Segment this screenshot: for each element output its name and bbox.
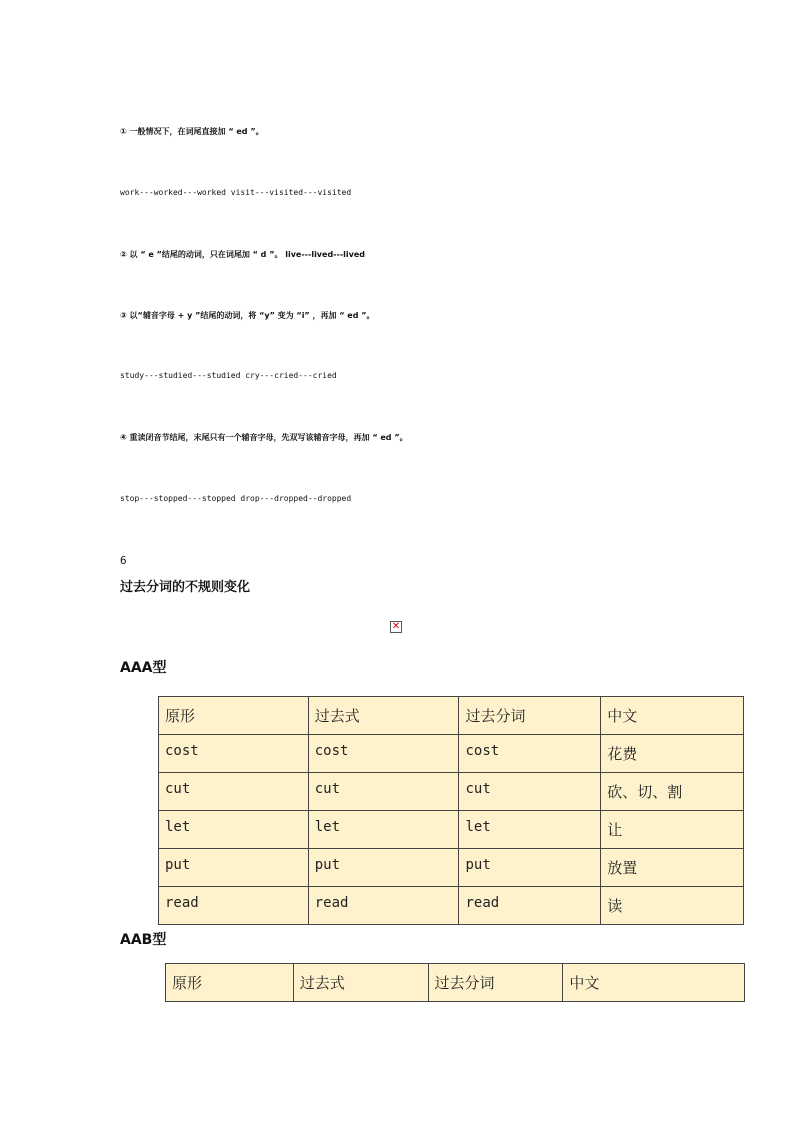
- header-past-tense: 过去式: [308, 697, 459, 735]
- aaa-label: AAA型: [120, 660, 167, 676]
- table-header-row: [166, 964, 745, 1002]
- table-row: [159, 773, 744, 811]
- section-number: 6: [120, 554, 127, 567]
- cell-past: cost: [308, 735, 459, 773]
- cell-base: cut: [159, 773, 309, 811]
- section-title: 过去分词的不规则变化: [120, 580, 251, 595]
- header-past-tense: 过去式: [293, 964, 428, 1002]
- cell-past: put: [308, 849, 459, 887]
- rule-4-example: stop---stopped---stopped drop---dropped--dropped: [120, 494, 352, 503]
- table-header-row: [159, 697, 744, 735]
- cell-participle: read: [459, 887, 601, 925]
- cell-chinese: 花费: [601, 735, 744, 773]
- aab-table: [165, 963, 745, 1002]
- cell-participle: let: [459, 811, 601, 849]
- cell-base: cost: [159, 735, 309, 773]
- broken-image-icon: ✕: [391, 621, 401, 632]
- cell-participle: put: [459, 849, 601, 887]
- table-row: [159, 849, 744, 887]
- table-row: [159, 735, 744, 773]
- cell-past: cut: [308, 773, 459, 811]
- cell-base: read: [159, 887, 309, 925]
- header-chinese: 中文: [563, 964, 745, 1002]
- table-row: [159, 811, 744, 849]
- header-base-form: 原形: [159, 697, 309, 735]
- rule-4-text: ④ 重读闭音节结尾，末尾只有一个辅音字母，先双写该辅音字母，再加 “ ed ”。: [120, 433, 408, 442]
- rule-1-example: work---worked---worked visit---visited---visited: [120, 188, 352, 197]
- rule-3-text: ③ 以“辅音字母 + y ”结尾的动词，将 “y” 变为 “i” ，再加 “ ed ”。: [120, 311, 375, 320]
- header-base-form: 原形: [166, 964, 294, 1002]
- cell-participle: cost: [459, 735, 601, 773]
- cell-participle: cut: [459, 773, 601, 811]
- cell-chinese: 让: [601, 811, 744, 849]
- rule-3-example: study---studied---studied cry---cried---cried: [120, 371, 337, 380]
- cell-base: put: [159, 849, 309, 887]
- aab-label: AAB型: [120, 932, 167, 948]
- header-past-participle: 过去分词: [459, 697, 601, 735]
- rule-1-text: ① 一般情况下，在词尾直接加 “ ed ”。: [120, 127, 264, 136]
- table-row: [159, 887, 744, 925]
- cell-past: read: [308, 887, 459, 925]
- header-chinese: 中文: [601, 697, 744, 735]
- cell-chinese: 放置: [601, 849, 744, 887]
- header-past-participle: 过去分词: [428, 964, 563, 1002]
- cell-chinese: 读: [601, 887, 744, 925]
- aaa-table: [158, 696, 744, 925]
- cell-past: let: [308, 811, 459, 849]
- cell-base: let: [159, 811, 309, 849]
- cell-chinese: 砍、切、割: [601, 773, 744, 811]
- rule-2-text: ② 以 “ e ”结尾的动词，只在词尾加 “ d ”。 live---lived---lived: [120, 250, 365, 259]
